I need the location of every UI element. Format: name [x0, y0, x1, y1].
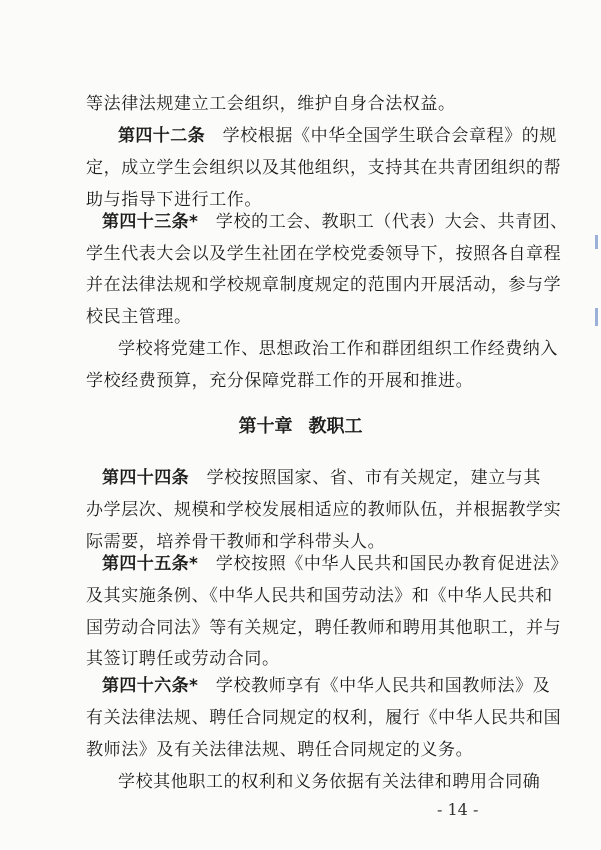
page-number: - 14 - — [437, 800, 479, 819]
text-line: 教师法》及有关法律法规、聘任合同规定的义务。 — [86, 740, 474, 760]
article-44-line: 第四十四条 学校按照国家、省、市有关规定，建立与其 — [102, 468, 541, 488]
text-line: 助与指导下进行工作。 — [86, 190, 262, 210]
text-line: 学校将党建工作、思想政治工作和群团组织工作经费纳入 — [118, 339, 558, 359]
text-line: 及其实施条例、《中华人民共和国劳动法》和《中华人民共和 — [86, 586, 553, 606]
chapter-number: 第十章 — [238, 416, 293, 437]
text-line: 其签订聘任或劳动合同。 — [86, 649, 280, 669]
article-42-label: 第四十二条 — [118, 126, 205, 146]
text-line: 并在法律法规和学校规章制度规定的范围内开展活动，参与学 — [86, 275, 562, 295]
text-line: 等法律法规建立工会组织，维护自身合法权益。 — [86, 94, 456, 114]
article-44-label: 第四十四条 — [102, 468, 189, 488]
text-line: 学校经费预算，充分保障党群工作的开展和推进。 — [86, 371, 474, 391]
text-line: 有关法律法规、聘任合同规定的权利，履行《中华人民共和国 — [86, 708, 562, 728]
article-46-label: 第四十六条* — [102, 676, 199, 696]
chapter-heading — [0, 415, 601, 439]
scan-edge-mark — [595, 235, 598, 249]
scan-edge-mark — [595, 308, 598, 326]
text-line: 学生代表大会以及学生社团在学校党委领导下，按照各自章程 — [86, 244, 562, 264]
text-line: 学校其他职工的权利和义务依据有关法律和聘用合同确 — [118, 772, 541, 792]
article-43-line: 第四十三条* 学校的工会、教职工（代表）大会、共青团、 — [102, 212, 568, 232]
text-line: 定，成立学生会组织以及其他组织，支持其在共青团组织的帮 — [86, 158, 562, 178]
text-line: 办学层次、规模和学校发展相适应的教师队伍，并根据教学实 — [86, 500, 562, 520]
article-42-line: 第四十二条 学校根据《中华全国学生联合会章程》的规 — [118, 126, 557, 146]
article-45-label: 第四十五条* — [102, 554, 199, 574]
text-line: 校民主管理。 — [86, 307, 192, 327]
article-45-line: 第四十五条* 学校按照《中华人民共和国民办教育促进法》 — [102, 554, 568, 574]
article-46-line: 第四十六条* 学校教师享有《中华人民共和国教师法》及 — [102, 676, 551, 696]
text-line: 国劳动合同法》等有关规定，聘任教师和聘用其他职工，并与 — [86, 618, 562, 638]
chapter-title: 教职工 — [308, 416, 363, 437]
text-line: 际需要，培养骨干教师和学科带头人。 — [86, 532, 386, 552]
article-43-label: 第四十三条* — [102, 212, 199, 232]
